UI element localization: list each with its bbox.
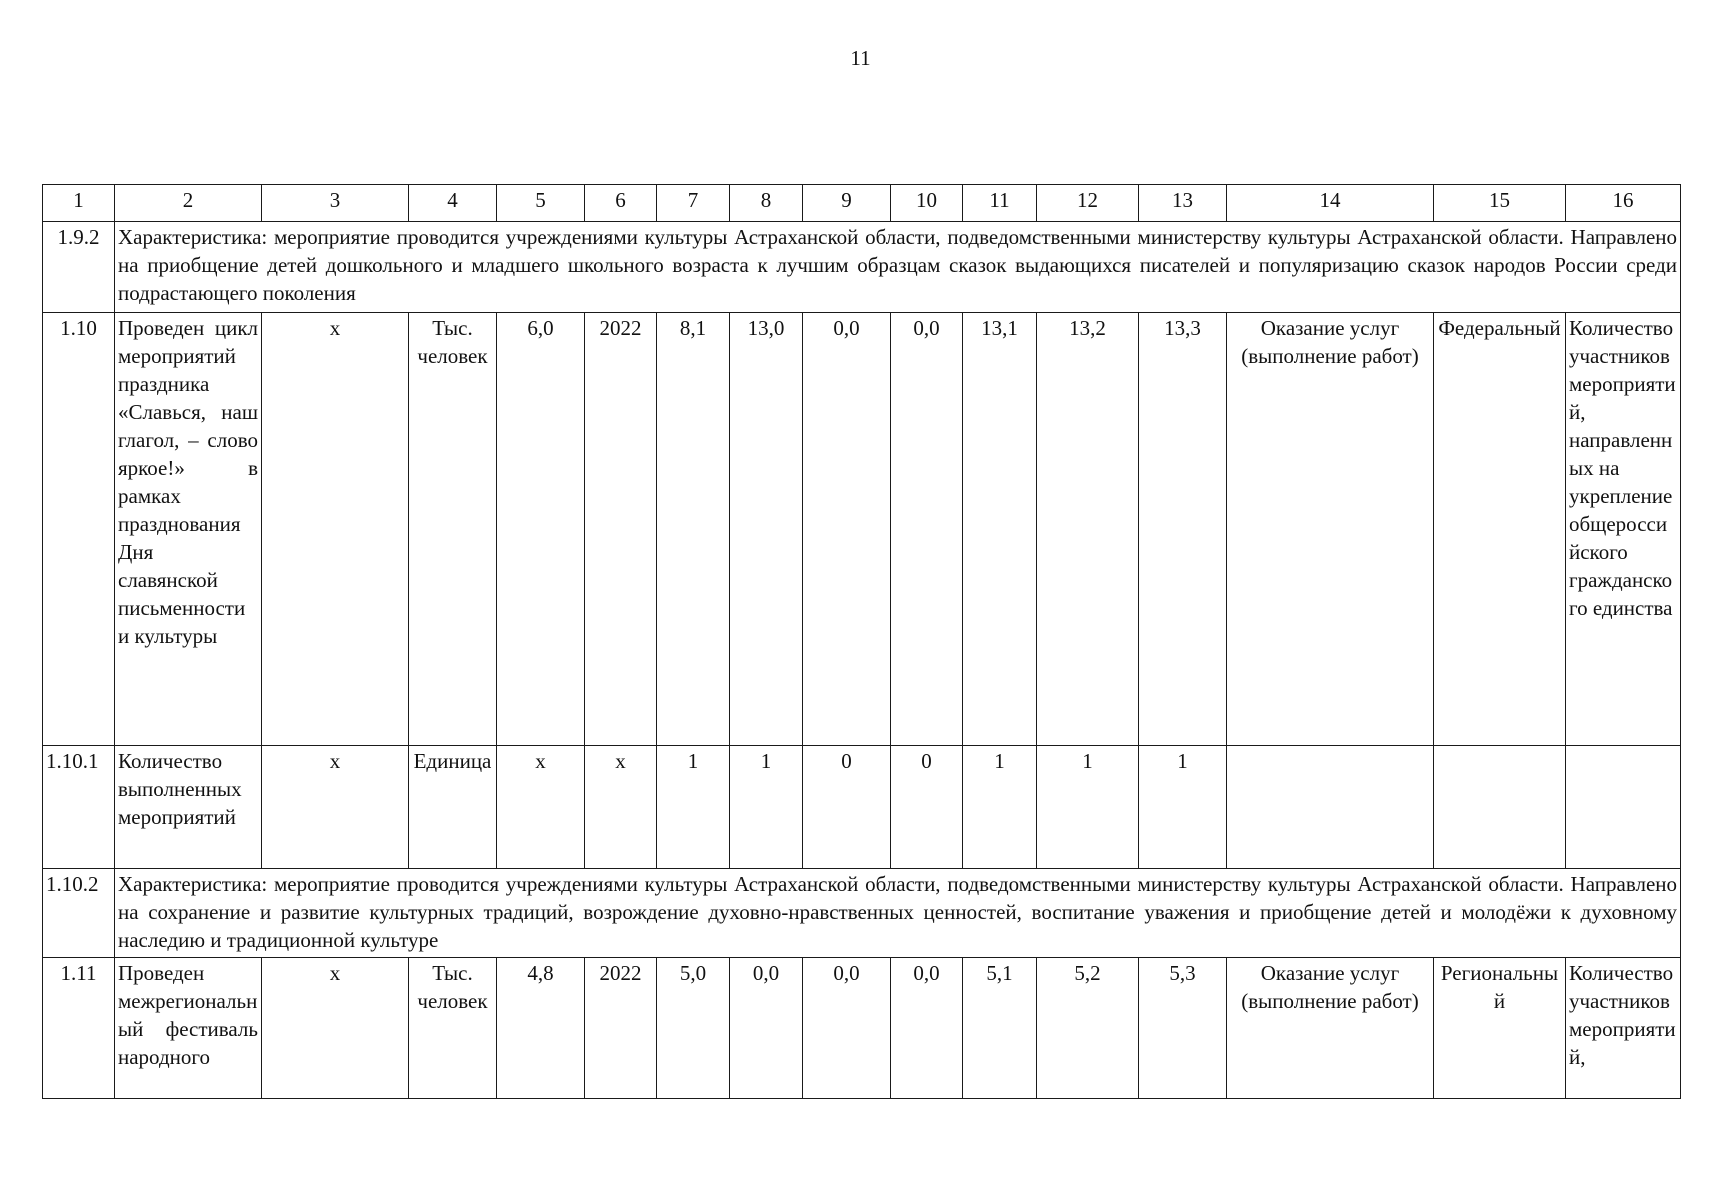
- cell-col-5: х: [497, 746, 585, 869]
- cell-col-7: 5,0: [657, 958, 730, 1099]
- column-header: 5: [497, 185, 585, 222]
- level-cell: [1434, 746, 1566, 869]
- cell-col-5: 4,8: [497, 958, 585, 1099]
- indicator-cell: Количество участников мероприятий,: [1566, 958, 1681, 1099]
- cell-col-12: 13,2: [1037, 313, 1139, 746]
- column-header: 15: [1434, 185, 1566, 222]
- column-header: 11: [963, 185, 1037, 222]
- row-number: 1.9.2: [43, 222, 115, 313]
- characteristic-text: Характеристика: мероприятие проводится учреждениями культуры Астраханской области, подведомственными министерству культуры Астраханской области. Направлено на сохранение и развитие культурных традиций, возрождение духовно-нравственных ценностей, воспитание уважения и приобщение детей и молодёжи к духовному наследию и традиционной культуре: [115, 869, 1681, 958]
- cell-col-10: 0: [891, 746, 963, 869]
- column-header: 9: [803, 185, 891, 222]
- level-cell: Региональный: [1434, 958, 1566, 1099]
- row-number: 1.10.1: [43, 746, 115, 869]
- column-header: 16: [1566, 185, 1681, 222]
- cell-col-8: 0,0: [730, 958, 803, 1099]
- cell-col-3: х: [262, 958, 409, 1099]
- unit-cell: Тыс. человек: [409, 958, 497, 1099]
- column-header: 6: [585, 185, 657, 222]
- cell-col-11: 5,1: [963, 958, 1037, 1099]
- row-number: 1.11: [43, 958, 115, 1099]
- indicator-cell: Количество участников мероприятий, направленных на укрепление общероссийского гражданского единства: [1566, 313, 1681, 746]
- unit-cell: Единица: [409, 746, 497, 869]
- column-header: 4: [409, 185, 497, 222]
- column-header: 14: [1227, 185, 1434, 222]
- activity-type-cell: Оказание услуг (выполнение работ): [1227, 313, 1434, 746]
- cell-col-10: 0,0: [891, 313, 963, 746]
- cell-col-6: 2022: [585, 958, 657, 1099]
- cell-col-3: х: [262, 746, 409, 869]
- cell-col-10: 0,0: [891, 958, 963, 1099]
- cell-col-13: 5,3: [1139, 958, 1227, 1099]
- cell-col-13: 1: [1139, 746, 1227, 869]
- table-row-1-10: [43, 313, 1681, 746]
- column-number-row: [43, 185, 1681, 222]
- row-number: 1.10.2: [43, 869, 115, 958]
- column-header: 8: [730, 185, 803, 222]
- cell-col-12: 1: [1037, 746, 1139, 869]
- cell-col-9: 0,0: [803, 958, 891, 1099]
- cell-col-9: 0,0: [803, 313, 891, 746]
- cell-col-7: 1: [657, 746, 730, 869]
- event-name: Проведен межрегиональный фестиваль народного: [115, 958, 262, 1099]
- cell-col-9: 0: [803, 746, 891, 869]
- cell-col-3: х: [262, 313, 409, 746]
- column-header: 13: [1139, 185, 1227, 222]
- level-cell: Федеральный: [1434, 313, 1566, 746]
- column-header: 3: [262, 185, 409, 222]
- row-number: 1.10: [43, 313, 115, 746]
- indicator-name: Количество выполненных мероприятий: [115, 746, 262, 869]
- indicator-cell: [1566, 746, 1681, 869]
- table-row-1-11: [43, 958, 1681, 1099]
- cell-col-13: 13,3: [1139, 313, 1227, 746]
- cell-col-12: 5,2: [1037, 958, 1139, 1099]
- activity-type-cell: Оказание услуг (выполнение работ): [1227, 958, 1434, 1099]
- cell-col-6: х: [585, 746, 657, 869]
- cell-col-8: 13,0: [730, 313, 803, 746]
- column-header: 10: [891, 185, 963, 222]
- table-row-1-10-1: [43, 746, 1681, 869]
- cell-col-7: 8,1: [657, 313, 730, 746]
- activity-type-cell: [1227, 746, 1434, 869]
- characteristic-text: Характеристика: мероприятие проводится учреждениями культуры Астраханской области, подведомственными министерству культуры Астраханской области. Направлено на приобщение детей дошкольного и младшего школьного возраста к лучшим образцам сказок выдающихся писателей и популяризацию сказок народов России среди подрастающего поколения: [115, 222, 1681, 313]
- cell-col-11: 13,1: [963, 313, 1037, 746]
- column-header: 1: [43, 185, 115, 222]
- table-row-1-9-2: [43, 222, 1681, 313]
- page-number: 11: [850, 46, 871, 70]
- program-table: [42, 184, 1681, 1099]
- column-header: 12: [1037, 185, 1139, 222]
- column-header: 7: [657, 185, 730, 222]
- unit-cell: Тыс. человек: [409, 313, 497, 746]
- cell-col-8: 1: [730, 746, 803, 869]
- table-row-1-10-2: [43, 869, 1681, 958]
- cell-col-5: 6,0: [497, 313, 585, 746]
- event-name: Проведен цикл мероприятий праздника «Славься, наш глагол, – слово яркое!» в рамках празднования Дня славянской письменности и культуры: [115, 313, 262, 746]
- cell-col-6: 2022: [585, 313, 657, 746]
- column-header: 2: [115, 185, 262, 222]
- cell-col-11: 1: [963, 746, 1037, 869]
